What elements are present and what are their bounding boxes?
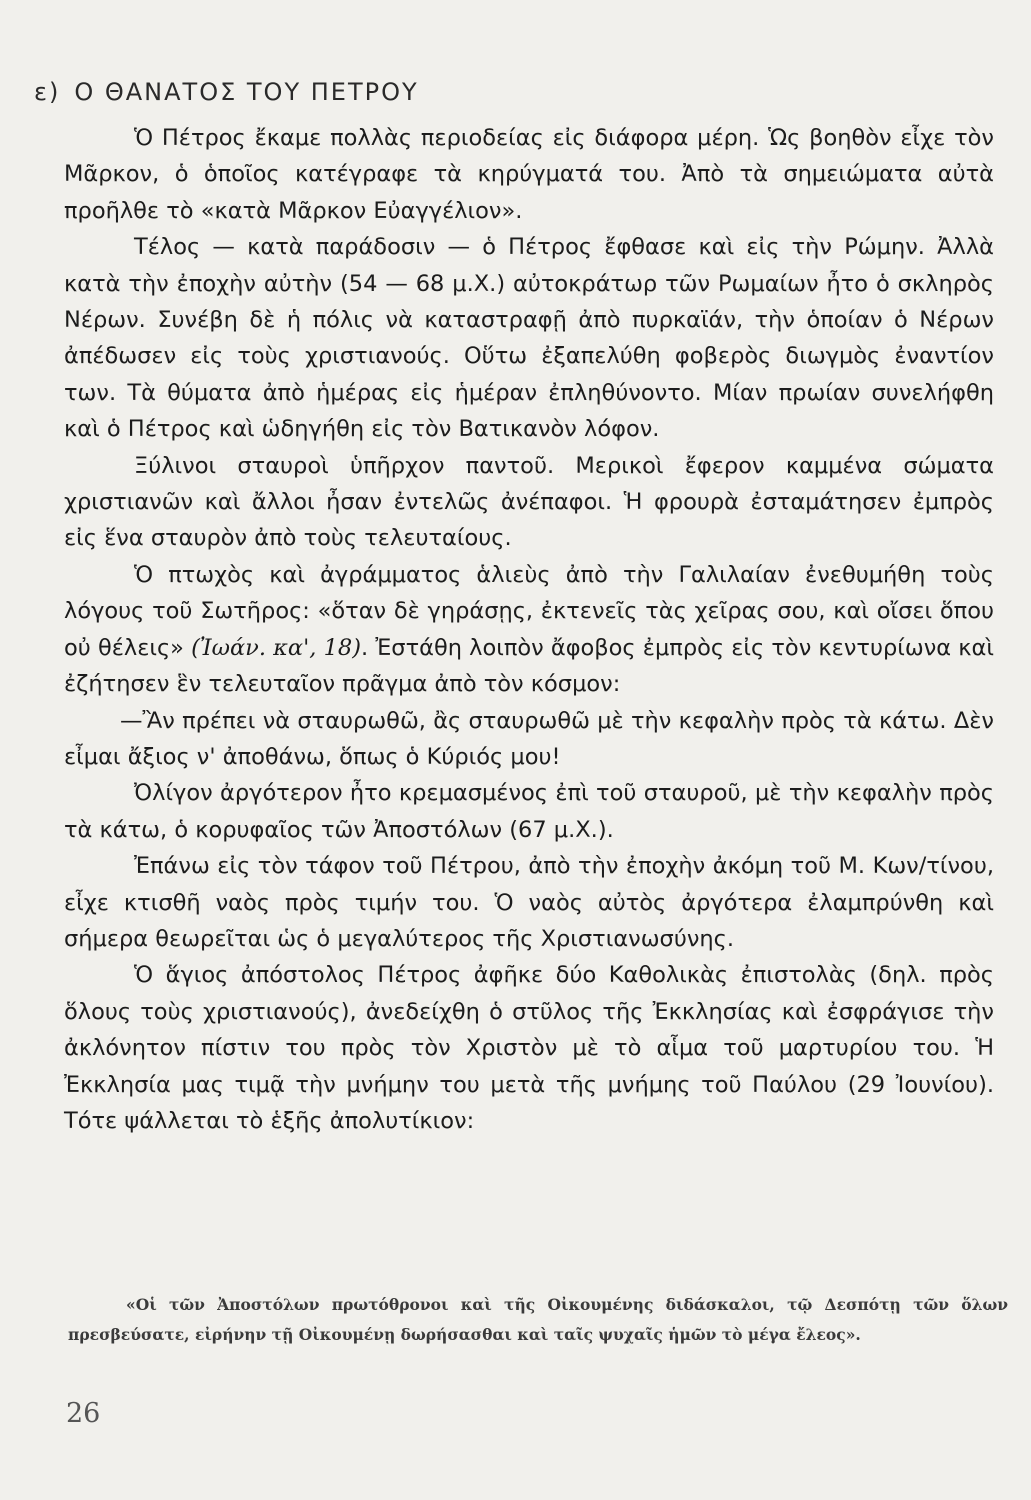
paragraph-crosses: Ξύλινοι σταυροὶ ὑπῆρχον παντοῦ. Μερικοὶ ἔφερον καμμένα σώματα χριστιανῶν καὶ ἄλλοι ἦσαν ἐντελῶς ἀνέπαφοι. Ἡ φρουρὰ ἐσταμάτησεν ἐμπρὸς εἰς ἕνα σταυρὸν ἀπὸ τοὺς τελευταίους. xyxy=(64,452,994,552)
paragraph-peter-travels: Ὁ Πέτρος ἔκαμε πολλὰς περιοδείας εἰς διάφορα μέρη. Ὡς βοηθὸν εἶχε τὸν Μᾶρκον, ὁ ὁποῖος κατέγραφε τὰ κηρύγματά του. Ἀπὸ τὰ σημειώματα αὐτὰ προῆλθε τὸ «κατὰ Μᾶρκον Εὐαγγέλιον». xyxy=(64,125,994,224)
paragraph-crucifixion: Ὀλίγον ἀργότερον ἦτο κρεμασμένος ἐπὶ τοῦ σταυροῦ, μὲ τὴν κεφαλὴν πρὸς τὰ κάτω, ὁ κορυφαῖος τῶν Ἀποστόλων (67 μ.Χ.). xyxy=(64,780,994,843)
paragraph-rome-nero: Τέλος — κατὰ παράδοσιν — ὁ Πέτρος ἔφθασε καὶ εἰς τὴν Ρώμην. Ἀλλὰ κατὰ τὴν ἐποχὴν αὐτὴν (54 — 68 μ.Χ.) αὐτοκράτωρ τῶν Ρωμαίων ἦτο ὁ σκληρὸς Νέρων. Συνέβη δὲ ἡ πόλις νὰ καταστραφῇ ἀπὸ πυρκαϊάν, τὴν ὁποίαν ὁ Νέρων ἀπέδωσεν εἰς τοὺς χριστιανούς. Οὕτω ἐξαπελύθη φοβερὸς διωγμὸς ἐναντίον των. Τὰ θύματα ἀπὸ ἡμέρας εἰς ἡμέραν ἐπληθύνοντο. Μίαν πρωίαν συνελήφθη καὶ ὁ Πέτρος καὶ ὡδηγήθη εἰς τὸν Βατικανὸν λόφον. xyxy=(64,234,994,443)
peter-speech: —Ἂν πρέπει νὰ σταυρωθῶ, ἂς σταυρωθῶ μὲ τὴν κεφαλὴν πρὸς τὰ κάτω. Δὲν εἶμαι ἄξιος ν' ἀποθάνω, ὅπως ὁ Κύριός μου! xyxy=(64,707,994,770)
section-marker: ε) xyxy=(34,78,61,106)
section-title: Ο ΘΑΝΑΤΟΣ ΤΟΥ ΠΕΤΡΟΥ xyxy=(74,78,419,106)
scripture-citation: (Ἰωάν. κα', 18) xyxy=(191,634,361,661)
apolytikion-hymn xyxy=(68,1290,1008,1350)
fisherman-text: Ὁ πτωχὸς καὶ ἀγράμματος ἁλιεὺς ἀπὸ τὴν Γαλιλαίαν ἐνεθυμήθη τοὺς λόγους τοῦ Σωτῆρος: «ὅταν δὲ γηράσῃς, ἐκτενεῖς τὰς χεῖρας σου, καὶ οἴσει ὅπου οὐ θέλεις» xyxy=(64,561,994,661)
section-heading xyxy=(34,78,419,106)
paragraph-temple: Ἐπάνω εἰς τὸν τάφον τοῦ Πέτρου, ἀπὸ τὴν ἐποχὴν ἀκόμη τοῦ Μ. Κων/τίνου, εἶχε κτισθῆ ναὸς πρὸς τιμήν του. Ὁ ναὸς αὐτὸς ἀργότερα ἐλαμπρύνθη καὶ σήμερα θεωρεῖται ὡς ὁ μεγαλύτερος τῆς Χριστιανωσύνης. xyxy=(64,853,994,952)
fisherman-text-continued: . Ἐστάθη λοιπὸν ἄφοβος ἐμπρὸς εἰς τὸν κεντυρίωνα καὶ ἐζήτησεν ἓν τελευταῖον πρᾶγμα ἀπὸ τὸν κόσμον: xyxy=(64,634,994,698)
page-number: 26 xyxy=(66,1398,101,1429)
hymn-text: «Οἱ τῶν Ἀποστόλων πρωτόθρονοι καὶ τῆς Οἰκουμένης διδάσκαλοι, τῷ Δεσπότῃ τῶν ὅλων πρεσβεύσατε, εἰρήνην τῇ Οἰκουμένῃ δωρήσασθαι καὶ ταῖς ψυχαῖς ἡμῶν τὸ μέγα ἔλεος». xyxy=(68,1295,1008,1344)
paragraph-fisherman xyxy=(64,557,994,703)
paragraph-epistles: Ὁ ἅγιος ἀπόστολος Πέτρος ἀφῆκε δύο Καθολικὰς ἐπιστολὰς (δηλ. πρὸς ὅλους τοὺς χριστιανούς), ἀνεδείχθη ὁ στῦλος τῆς Ἐκκλησίας καὶ ἐσφράγισε τὴν ἀκλόνητον πίστιν του πρὸς τὸν Χριστὸν μὲ τὸ αἷμα τοῦ μαρτυρίου του. Ἡ Ἐκκλησία μας τιμᾷ τὴν μνήμην του μετὰ τῆς μνήμης τοῦ Παύλου (29 Ἰουνίου). Τότε ψάλλεται τὸ ἑξῆς ἀπολυτίκιον: xyxy=(64,962,994,1134)
body-text xyxy=(64,120,994,1139)
